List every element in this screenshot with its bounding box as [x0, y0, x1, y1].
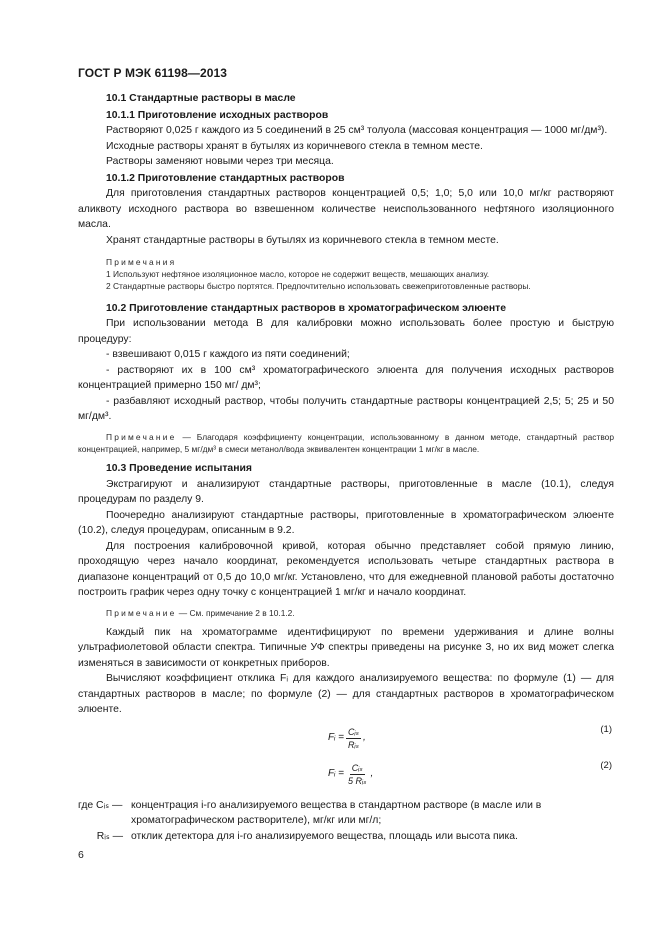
paragraph: Экстрагируют и анализируют стандартные растворы, приготовленные в масле (10.1), следуя процедурам по разделу 9. — [78, 478, 614, 506]
formula-denominator: Rᵢₛ — [347, 739, 359, 750]
list-item: - взвешивают 0,015 г каждого из пяти соединений; — [106, 349, 350, 361]
note-item: 2 Стандартные растворы быстро портятся. Предпочтительно использовать свежеприготовленные растворы. — [106, 281, 531, 292]
formula-fraction — [346, 762, 368, 787]
paragraph: Растворяют 0,025 г каждого из 5 соединений в 25 см³ толуола (массовая концентрация — 1000 мг/дм³). — [106, 125, 608, 136]
note-item: 1 Используют нефтяное изоляционное масло, которое не содержит веществ, мешающих анализу. — [106, 269, 490, 280]
section-10-1-2-title: 10.1.2 Приготовление стандартных растворов — [106, 172, 345, 184]
definition-term: где Cᵢₛ — — [78, 799, 123, 811]
list-item: - растворяют их в 100 см³ хроматографического элюента для получения исходных растворов концентрацией примерно 150 мг/ дм³; — [78, 364, 614, 392]
note-label: Примечание — [106, 607, 177, 618]
formula-lhs: Fᵢ = — [328, 768, 344, 780]
formula-lhs: Fᵢ = — [328, 732, 344, 744]
formula-number: (1) — [600, 723, 612, 735]
formula-numerator: Cᵢₛ — [347, 726, 359, 737]
page-number: 6 — [78, 849, 84, 861]
section-10-1-title: 10.1 Стандартные растворы в масле — [106, 93, 296, 104]
note-text: — Благодаря коэффициенту концентрации, использованному в данном методе, стандартный раствор концентрацией, например, 5 мг/дм³ в смеси метанол/вода эквивалентен концентрации 1 мг/кг в масле. — [78, 431, 614, 454]
formula-fraction — [346, 726, 361, 751]
note-block — [78, 607, 614, 619]
note-block — [78, 431, 614, 455]
formula-number: (2) — [600, 759, 612, 771]
paragraph: Каждый пик на хроматограмме идентифицируют по времени удерживания и длине волны ультрафиолетовой области спектра. Типичные УФ спектры приведены на рисунке 3, но их вид может слегка изменяться в зависимости от конкретных приборов. — [78, 626, 614, 669]
formula-tail: , — [370, 768, 374, 780]
notes-label: Примечания — [106, 257, 177, 267]
main-content — [78, 90, 614, 844]
list-item: - разбавляют исходный раствор, чтобы получить стандартные растворы концентрацией 2,5; 5; 25 и 50 мг/дм³. — [78, 395, 614, 423]
document-header: ГОСТ Р МЭК 61198—2013 — [78, 66, 228, 80]
paragraph: Вычисляют коэффициент отклика Fᵢ для каждого анализируемого вещества: по формуле (1) — для стандартных растворов в масле; по формуле (2) — для стандартных растворов в хроматографическом элюенте. — [78, 673, 614, 716]
formula-tail: , — [362, 732, 366, 744]
definition-text: концентрация i-го анализируемого вещества в стандартном растворе (в масле или в хроматографическом растворителе), мг/кг или мг/л; — [131, 799, 542, 827]
note-label: Примечание — [106, 431, 177, 442]
section-10-3-title: 10.3 Проведение испытания — [106, 463, 252, 475]
definition-c — [78, 798, 614, 829]
notes-block — [78, 256, 614, 293]
formula-1 — [78, 722, 614, 758]
paragraph: Хранят стандартные растворы в бутылях из коричневого стекла в темном месте. — [106, 234, 499, 246]
definition-r — [78, 829, 614, 845]
paragraph: При использовании метода В для калибровки можно использовать более простую и быструю процедуру: — [78, 318, 614, 345]
section-10-2-title: 10.2 Приготовление стандартных растворов в хроматографическом элюенте — [106, 302, 507, 314]
definition-text: отклик детектора для i-го анализируемого вещества, площадь или высота пика. — [131, 830, 518, 842]
paragraph: Растворы заменяют новыми через три месяца. — [106, 156, 334, 167]
section-10-1-1-title: 10.1.1 Приготовление исходных растворов — [106, 109, 329, 121]
paragraph: Исходные растворы хранят в бутылях из коричневого стекла в темном месте. — [106, 140, 483, 152]
formula-numerator: Cᵢₛ — [351, 762, 363, 773]
definition-term: Rᵢₛ — — [96, 830, 123, 842]
paragraph: Поочередно анализируют стандартные растворы, приготовленные в хроматографическом элюенте (10.2), следуя процедурам, описанным в 9.2. — [78, 509, 614, 537]
paragraph: Для построения калибровочной кривой, которая обычно представляет собой прямую линию, проходящую через начало координат, рекомендуется использовать четыре стандартных раствора в диапазоне концентраций от 0,5 до 10,0 мг/кг. Установлено, что для ежедневной плановой работы достаточно построить график через одну точку с концентрацией 1 мг/кг и начало координат. — [78, 540, 614, 599]
formula-denominator: 5 Rᵢₛ — [347, 775, 367, 786]
note-text: — См. примечание 2 в 10.1.2. — [176, 607, 295, 618]
formula-2 — [78, 758, 614, 794]
paragraph: Для приготовления стандартных растворов концентрацией 0,5; 1,0; 5,0 или 10,0 мг/кг растворяют аликвоту исходного раствора во взвешенном количестве неиспользованного нефтяного изоляционного масла. — [78, 188, 614, 230]
